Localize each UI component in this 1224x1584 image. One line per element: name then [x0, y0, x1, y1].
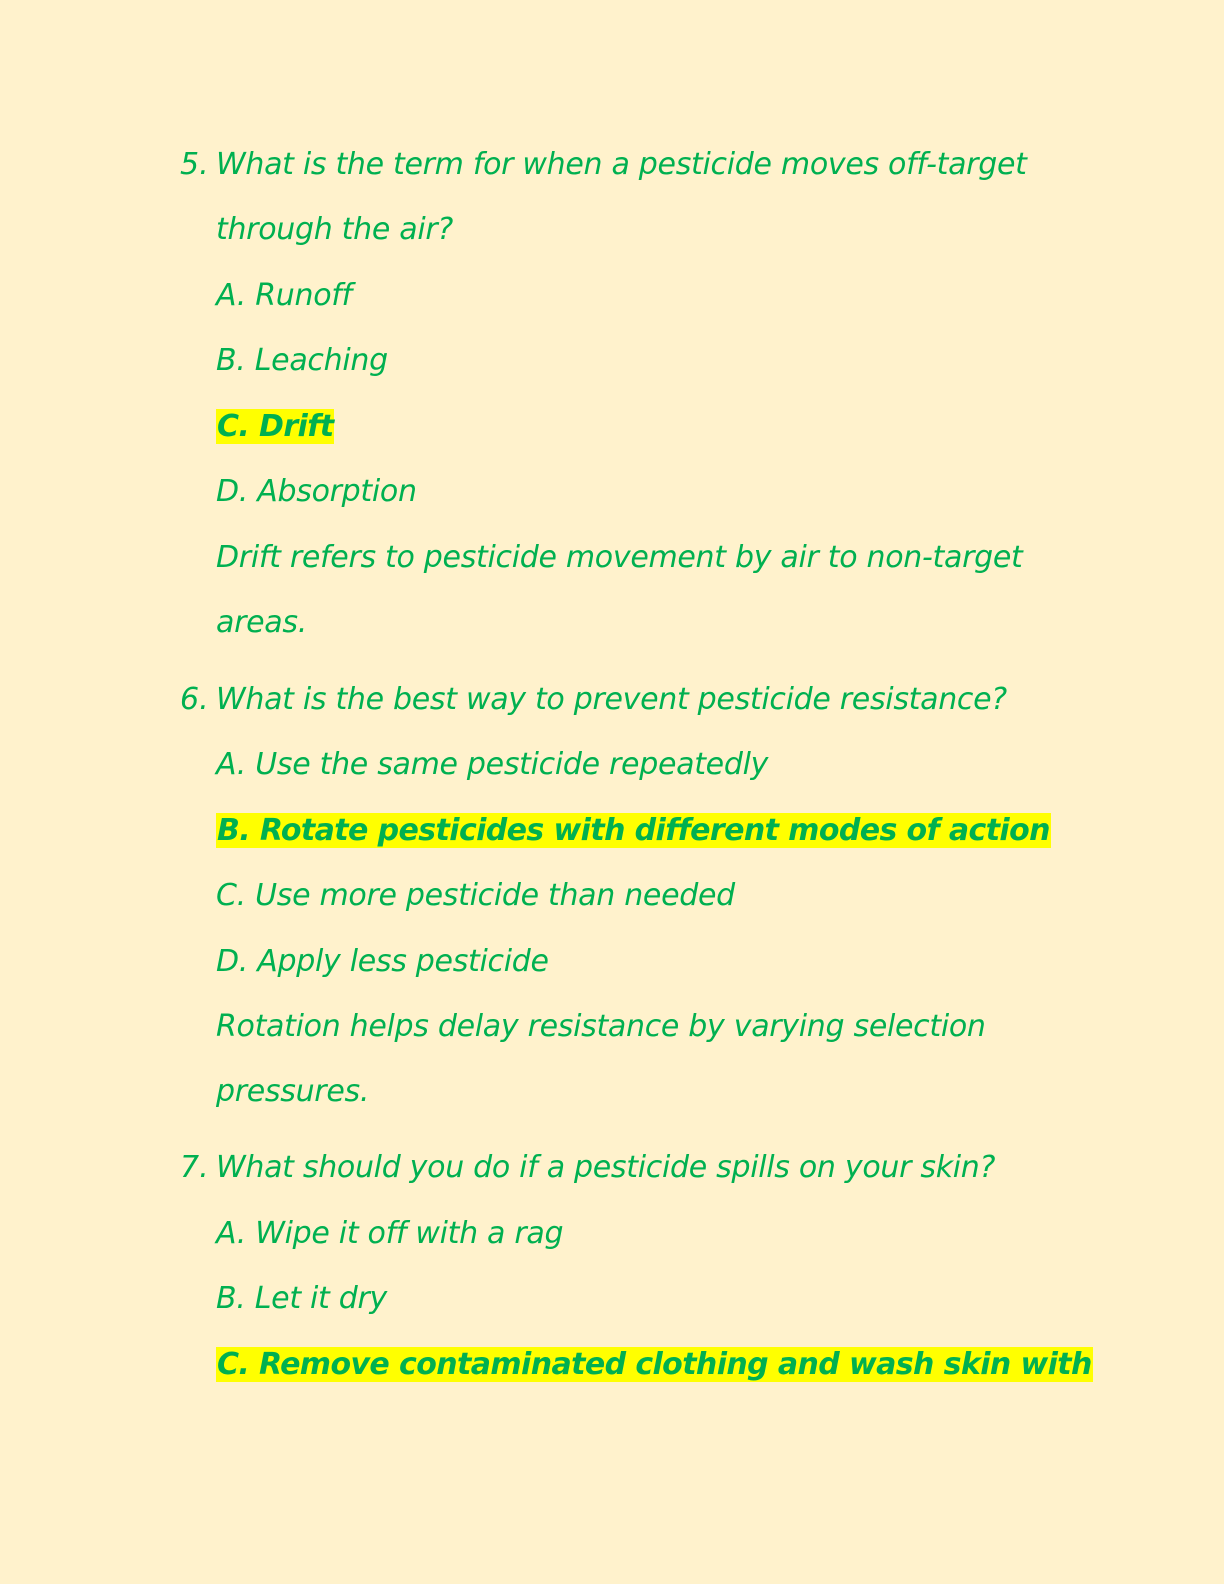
explanation-text: pressures. — [216, 1074, 370, 1109]
question-number: 6. — [180, 682, 209, 717]
question-text: through the air? — [216, 212, 454, 247]
answer-option: B. Let it dry — [216, 1281, 387, 1316]
answer-option-correct — [216, 1345, 1093, 1385]
highlighted-answer: C. Remove contaminated clothing and wash skin with — [217, 1347, 1092, 1382]
answer-option: C. Use more pesticide than needed — [216, 878, 735, 913]
question-number: 5. — [180, 147, 209, 182]
answer-option: B. Leaching — [216, 343, 388, 378]
question-text: What is the term for when a pesticide moves off-target — [216, 147, 1027, 182]
answer-option-correct — [216, 407, 334, 447]
highlighted-answer: B. Rotate pesticides with different modes of action — [217, 813, 1050, 848]
answer-option: D. Absorption — [216, 474, 417, 509]
explanation-text: areas. — [216, 605, 307, 640]
explanation-text: Rotation helps delay resistance by varying selection — [216, 1009, 986, 1044]
answer-option: D. Apply less pesticide — [216, 944, 549, 979]
answer-option: A. Wipe it off with a rag — [216, 1216, 564, 1251]
answer-option: A. Use the same pesticide repeatedly — [216, 747, 769, 782]
question-text: What is the best way to prevent pesticide resistance? — [216, 682, 1007, 717]
question-number: 7. — [180, 1150, 209, 1185]
question-text: What should you do if a pesticide spills on your skin? — [216, 1150, 996, 1185]
answer-option-correct — [216, 811, 1051, 851]
highlighted-answer: C. Drift — [217, 409, 334, 444]
explanation-text: Drift refers to pesticide movement by air to non-target — [216, 540, 1023, 575]
answer-option: A. Runoff — [216, 278, 352, 313]
